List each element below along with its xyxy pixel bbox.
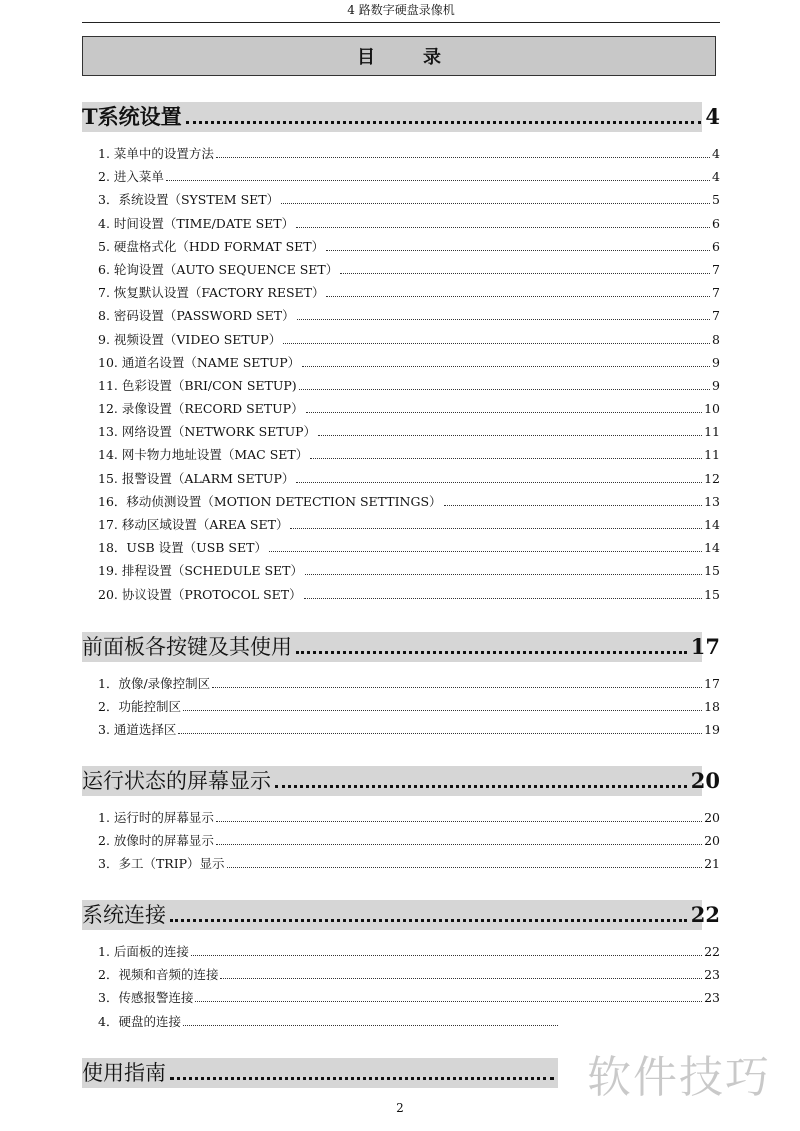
toc-entry-title: 12. 录像设置（RECORD SETUP） — [98, 401, 304, 417]
dot-leader — [299, 389, 710, 390]
dot-leader — [170, 919, 687, 922]
dot-leader — [220, 978, 702, 979]
toc-entry-title: 2. 进入菜单 — [98, 169, 164, 185]
toc-entry-title: 3. 通道选择区 — [98, 722, 177, 738]
toc-entry-page: 23 — [704, 967, 720, 983]
toc-entry-page: 8 — [712, 331, 720, 347]
dot-leader — [227, 867, 703, 868]
dot-leader — [166, 180, 710, 181]
dot-leader — [296, 651, 687, 654]
toc-entry[interactable] — [82, 490, 720, 513]
dot-leader — [195, 1001, 702, 1002]
toc-section-heading[interactable] — [82, 102, 720, 132]
toc-section — [82, 766, 720, 876]
dot-leader — [191, 955, 702, 956]
toc-entry-page: 10 — [704, 401, 720, 417]
toc-entry-page: 7 — [712, 285, 720, 301]
toc-section-title: T系统设置 — [82, 104, 182, 129]
toc-entry-title: 10. 通道名设置（NAME SETUP） — [98, 354, 301, 370]
dot-leader — [216, 844, 702, 845]
toc-entry[interactable] — [82, 1010, 560, 1033]
toc-entry-title: 2．功能控制区 — [98, 699, 181, 715]
toc-entry-page: 11 — [704, 424, 720, 440]
toc-entry-page: 19 — [704, 722, 720, 738]
toc-entry-title: 2．视频和音频的连接 — [98, 967, 219, 983]
toc-entry-page: 21 — [704, 856, 720, 872]
toc-entry[interactable] — [82, 467, 720, 490]
toc-entry-page: 15 — [704, 563, 720, 579]
toc-entry[interactable] — [82, 374, 720, 397]
toc-entry[interactable] — [82, 304, 720, 327]
toc-entry-page: 9 — [712, 377, 720, 393]
toc-entry-list — [82, 806, 720, 876]
toc-entry[interactable] — [82, 559, 720, 582]
toc-section — [82, 900, 720, 1033]
dot-leader — [318, 435, 702, 436]
dot-leader — [183, 710, 702, 711]
toc-entry[interactable] — [82, 397, 720, 420]
toc-entry-title: 1．放像/录像控制区 — [98, 676, 211, 691]
toc-entry[interactable] — [82, 852, 720, 875]
toc-entry-page: 18 — [704, 699, 720, 715]
dot-leader — [216, 157, 710, 158]
dot-leader — [310, 458, 702, 459]
toc-entry-title: 17. 移动区域设置（AREA SET） — [98, 517, 289, 532]
toc-entry-page: 14 — [704, 540, 720, 556]
toc-entry-title: 18．USB 设置（USB SET） — [98, 540, 267, 556]
toc-entry[interactable] — [82, 986, 720, 1009]
toc-entry-page: 4 — [712, 169, 720, 185]
dot-leader — [302, 366, 710, 367]
toc-entry-title: 4．硬盘的连接 — [98, 1013, 181, 1029]
running-header-text: 4 路数字硬盘录像机 — [347, 3, 455, 17]
toc-entry-page: 6 — [712, 238, 720, 254]
toc-entry-title: 13. 网络设置（NETWORK SETUP） — [98, 424, 317, 440]
toc-entry-title: 1. 菜单中的设置方法 — [98, 146, 214, 161]
toc-entry-page: 14 — [704, 517, 720, 532]
toc-entry[interactable] — [82, 963, 720, 986]
toc-entry-title: 3．传感报警连接 — [98, 990, 194, 1006]
dot-leader — [326, 250, 710, 251]
toc-entry-page: 13 — [704, 493, 720, 509]
toc-entry[interactable] — [82, 142, 720, 165]
toc-section-title: 系统连接 — [82, 903, 166, 927]
toc-entry-page: 23 — [704, 990, 720, 1006]
dot-leader — [326, 296, 710, 297]
toc-section-page: 4 — [705, 104, 720, 129]
toc-entry-page: 7 — [712, 261, 720, 277]
toc-section — [82, 102, 720, 606]
toc-entry[interactable] — [82, 718, 720, 741]
toc-section-heading[interactable] — [82, 766, 720, 796]
dot-leader — [297, 319, 710, 320]
toc-entry-page: 6 — [712, 215, 720, 231]
toc-entry[interactable] — [82, 212, 720, 235]
dot-leader — [305, 574, 702, 575]
toc-entry[interactable] — [82, 281, 720, 304]
toc-entry-title: 16．移动侦测设置（MOTION DETECTION SETTINGS） — [98, 493, 442, 509]
dot-leader — [340, 273, 710, 274]
toc-entry[interactable] — [82, 188, 720, 211]
watermark: 软件技巧 — [558, 1040, 800, 1106]
dot-leader — [281, 203, 710, 204]
toc-entry[interactable] — [82, 583, 720, 606]
toc-entry-page: 20 — [704, 833, 720, 849]
toc-entry-title: 19. 排程设置（SCHEDULE SET） — [98, 563, 303, 579]
toc-entry-list — [82, 672, 720, 742]
toc-entry-title: 1. 运行时的屏幕显示 — [98, 810, 214, 825]
toc-section-heading[interactable] — [82, 900, 720, 930]
toc-entry-title: 15. 报警设置（ALARM SETUP） — [98, 470, 295, 486]
dot-leader — [269, 551, 702, 552]
toc-section — [82, 632, 720, 742]
toc-entry-title: 9. 视频设置（VIDEO SETUP） — [98, 331, 282, 347]
page-number: 2 — [396, 1101, 404, 1115]
dot-leader — [186, 121, 702, 124]
toc-entry-page: 5 — [712, 192, 720, 208]
toc-entry-title: 4. 时间设置（TIME/DATE SET） — [98, 215, 295, 231]
toc-entry-title: 3．系统设置（SYSTEM SET） — [98, 192, 280, 208]
toc-entry-page: 20 — [704, 810, 720, 825]
toc-entry-page: 17 — [704, 676, 720, 691]
toc-entry-title: 8. 密码设置（PASSWORD SET） — [98, 308, 295, 324]
toc-section-title: 运行状态的屏幕显示 — [82, 769, 271, 793]
dot-leader — [290, 528, 702, 529]
toc-entry-title: 5. 硬盘格式化（HDD FORMAT SET） — [98, 238, 325, 254]
toc-entry-title: 6. 轮询设置（AUTO SEQUENCE SET） — [98, 261, 339, 277]
toc-entry[interactable] — [82, 258, 720, 281]
toc-title-box — [82, 36, 716, 76]
toc-section-title: 使用指南 — [82, 1061, 166, 1085]
toc-entry-list — [82, 940, 720, 1033]
toc-section-page: 22 — [690, 902, 720, 927]
toc-entry-title: 20. 协议设置（PROTOCOL SET） — [98, 586, 302, 602]
dot-leader — [183, 1025, 558, 1026]
toc-entry-title: 3．多工（TRIP）显示 — [98, 856, 225, 872]
toc-section-title: 前面板各按键及其使用 — [82, 635, 292, 659]
toc-entry[interactable] — [82, 536, 720, 559]
toc-entry-title: 2. 放像时的屏幕显示 — [98, 833, 214, 849]
toc-entry-page: 4 — [712, 146, 720, 161]
toc-entry[interactable] — [82, 235, 720, 258]
toc-entry-page: 22 — [704, 944, 720, 959]
dot-leader — [304, 598, 702, 599]
toc-entry-page: 9 — [712, 354, 720, 370]
dot-leader — [283, 343, 710, 344]
toc-entry-title: 14. 网卡物力地址设置（MAC SET） — [98, 447, 309, 463]
toc-entry[interactable] — [82, 672, 720, 695]
dot-leader — [306, 412, 703, 413]
dot-leader — [212, 687, 702, 688]
dot-leader — [170, 1077, 554, 1080]
toc-entry-page: 11 — [704, 447, 720, 463]
toc-title: 目录 — [357, 47, 489, 68]
toc-entry-title: 1. 后面板的连接 — [98, 944, 189, 959]
dot-leader — [444, 505, 703, 506]
dot-leader — [296, 482, 702, 483]
toc-entry-page: 15 — [704, 586, 720, 602]
toc-entry-title: 11. 色彩设置（BRI/CON SETUP) — [98, 377, 297, 393]
toc-entry[interactable] — [82, 940, 720, 963]
toc-entry[interactable] — [82, 351, 720, 374]
toc-entry[interactable] — [82, 443, 720, 466]
toc-entry[interactable] — [82, 806, 720, 829]
dot-leader — [216, 821, 702, 822]
toc-entry[interactable] — [82, 829, 720, 852]
dot-leader — [178, 733, 702, 734]
toc-entry[interactable] — [82, 328, 720, 351]
toc-entry-title: 7. 恢复默认设置（FACTORY RESET） — [98, 285, 325, 301]
toc-entry[interactable] — [82, 165, 720, 188]
toc-section-page: 17 — [690, 634, 720, 659]
toc-entry[interactable] — [82, 695, 720, 718]
toc-section-page: 20 — [690, 768, 720, 793]
toc-entry[interactable] — [82, 420, 720, 443]
toc-section-heading[interactable] — [82, 632, 720, 662]
running-header — [82, 0, 720, 23]
toc-entry-page: 7 — [712, 308, 720, 324]
toc-entry-list — [82, 142, 720, 606]
dot-leader — [275, 785, 687, 788]
toc-entry-page: 12 — [704, 470, 720, 486]
toc-entry[interactable] — [82, 513, 720, 536]
dot-leader — [296, 227, 710, 228]
